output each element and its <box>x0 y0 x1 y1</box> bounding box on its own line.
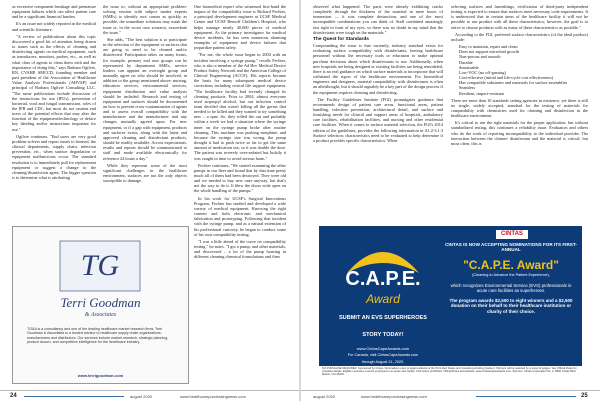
list-item: • Resilient, impact-resistant <box>459 91 588 96</box>
cintas-cape-award-ad[interactable] <box>319 226 582 382</box>
paragraph: She adds, "The best solution is to participate in the selection of the equipment or surfaces that are going to need to be cleaned and/or disinfected. Participation takes on many forms, for example, primary end user groups can be represented by department SMEs, service leaders can appoint an oversight group and mutually agree on who should be involved, in addition to the group mentioned above: nursing, education services, environmental services, equipment distribution and value analysis should be included. Research and testing of equipment and surfaces should be documented on how to prevent cross-contamination of agents and to assess overall compatibility with the manufacturer and the manufacturer and any changes mutually agreed upon. For new equipment, or if a gap with equipment, products and surfaces exists, along with the latest and approved cleaning and disinfectant products, should be readily available. Across expectations, results and reports should be communicated to staff and made available electronically for reference 24 hours a day." <box>103 36 187 161</box>
footer-url[interactable]: www.healthcarepurchasingnews.com <box>361 394 427 399</box>
tg-logo-icon <box>55 237 145 295</box>
footer-rule <box>24 396 124 398</box>
left-footer <box>0 390 299 401</box>
list-item: • Seamless <box>459 85 588 90</box>
footer-date: august 2020 <box>130 394 153 399</box>
ad-company-name: Terri Goodman <box>60 295 141 310</box>
page-number: 25 <box>581 393 588 399</box>
paragraph: as excessive component breakage and premature equipment failures which can affect patient care and be a significant financial burden. <box>12 4 96 20</box>
right-column-2 <box>451 4 588 222</box>
cape-award-title: "C.A.P.E. Award" <box>463 257 559 272</box>
svg-text:TG: TG <box>80 249 120 282</box>
list-item: • Non-porous and smooth <box>459 54 588 59</box>
award-text: The program awards $2,500 to eight winners and a $2,500 donation on their behalf to their healthcare institution or charity of their choice. <box>449 298 573 314</box>
section-heading: The Quest for Standards <box>313 36 369 42</box>
paragraph: the issue to; without an appropriate problem-solving session with subject matter experts (SMEs) to identify root causes as quickly as possible, the immediate solutions may mask the issue or, in the worst case scenario, exacerbate the issue." <box>103 4 187 35</box>
list-item: • Easy to maintain, repair and clean <box>459 44 588 49</box>
footer-date: august 2020 <box>313 394 336 399</box>
cape-ad-text-block <box>445 242 577 314</box>
list-item: • Low-VOC (no off-gassing) <box>459 70 588 75</box>
page-number: 24 <box>10 393 17 399</box>
deadline-note: through August 21, 2020. <box>361 360 405 364</box>
cintas-logo: CINTAS <box>496 230 528 239</box>
paragraph: One biomedical expert who witnessed first-hand the impact of the compatibility issue is Richard Fechter, a principal development engineer at UCSF Medical Center and UCSF Benioff Children's Hospital, who helps manage nearly 40,000 pieces of medical equipment. As the primary investigator for medical device incidents, he has seen numerous alarming examples of equipment and device failures that jeopardize patient safety. <box>194 4 286 51</box>
footer-url[interactable]: www.healthcarepurchasingnews.com <box>180 394 246 399</box>
paragraph: "I was a little ahead of the curve on compatibility testing," he notes. "I got a pump, and other materials, and discovered – a lot of the pump housing in different cleaning chemical formulations and then <box>194 238 286 260</box>
paragraph: It's critical to use the right materials for the proper application, but without standardized testing, this continues a reliability issue. Evaluators and others who do the work of reporting incompatibility to the individual provider. The interaction between the cleaner/ disinfectant and the material is critical, but most often, this is <box>451 120 588 146</box>
recognition-text: which recognizes Environmental Service (EVS) professionals in acute care facilities as superheroes. <box>450 282 572 293</box>
paragraph: "A review of publications about this topic discovered a good bit of attention being drawn to issues such as the effects of cleaning and disinfecting agents on medical equipment, such as transducers, monitors, probes, etc., as well as what class of agents to clean them with and the importance of doing this," says Barbara Ogilvie, RN, CVAHP, SMCCD, founding member and past president of the Association of Healthcare Value Analysis Professionals (AHVAP) and principal of Barbara Ogilvie Consulting LLC. "The same publications include discussion of the instructions for use (IFUs), prevention of bacterial, viral and fungal transmission, roles of the IFR and CDC, but most do not caution end users of the potential effects that may alter the function of the equipment/technology or deface key labeling and/or instructions important for use." <box>12 33 96 132</box>
paragraph: There are more than 10 standards setting agencies in existence, yet there is still no single, widely accepted, standard for the testing of materials for compatibility with chemistries used for cleaning and disinfection in the healthcare environment. <box>451 97 588 119</box>
paragraph: According to the FGI, preferred surface characteristics (of the ideal product) include: <box>451 31 588 42</box>
cape-acronym: (Cleaning to Advance the Patient Experience), <box>472 272 550 277</box>
paragraph: observed what happened. The parts were already exhibiting cracks completely through the thickness of the material in mere hours of immersion — it was complete destruction, and one of the most incompatible combinations you can think of. Staff combined amazingly fast right in front of my eyes, so there was no doubt in my mind that the disinfectants were tough on the materials." <box>313 4 443 35</box>
paragraph: While they represent some of the most significant challenges in the healthcare environment, surfaces are not the only objects susceptible to damage. <box>103 162 187 184</box>
right-column-1 <box>313 4 443 222</box>
right-footer <box>301 390 600 401</box>
footer-rule <box>476 396 576 398</box>
paragraph: Ogilvie continues, "End users are very good problem-solvers and report issues to biomed, the clinical departments, supply chain, infection prevention, etc., when surface degradation or equipment malfunctions occur. The standard resolution is to immediately pull for replacement equipment or suggest a change to the cleaning/disinfection agent. The bigger question is to determine what is attributing <box>12 133 96 180</box>
svg-text:Award: Award <box>366 292 400 306</box>
list-item: • Has compatible substrates and materials for surface assemblies <box>459 80 588 85</box>
cape-website[interactable]: www.CintasCapeAwards.com <box>356 346 410 351</box>
submit-story-heading: SUBMIT AN EVS SUPERHEROES <box>338 315 428 321</box>
left-column-3 <box>194 4 286 385</box>
list-item: • Cost-effective (initial and life-cycle cost effectiveness) <box>459 75 588 80</box>
ad-website[interactable]: www.terrigoodman.com <box>77 373 124 378</box>
paragraph: The Facility Guidelines Institute (FGI) promulgates guidance that recommends design of patient care areas, functional areas, patient handling, infection prevention, architectural detail, and surface and furnishing needs for clinical and support areas of hospitals, ambulatory care facilities, rehabilitation facilities, and nursing and other residential care facilities. When it comes to surface material selection, the FGI's 2014 edition of the guidelines, provides the following information in A1.2-3.1.3 Surface selection: characteristics need to be evaluated to help determine if a product provides specific characteristics. When <box>313 96 443 143</box>
canada-note: For Canada, visit CintasCapeAwards.com <box>347 353 419 357</box>
left-column-2 <box>103 4 187 222</box>
paragraph: Fechter continues, "We started examining the other pumps in our fleet and found that by that time pretty much all of them had been destroyed. They were old and we needed to buy new ones anyway, but that's not the way to do it. It blew the doors wide open on the whole handling of the pumps." <box>194 162 286 194</box>
paragraph: Compounding the issue is that currently, industry standard exists for evaluating surface compatibility with disinfectants, leaving healthcare personnel without the necessary tools or education to make optimal purchase decisions about which disinfectants to use. Additionally, when new hospitals are being designed or existing facilities are being remodeled, there is no real guidance on which surface materials to incorporate that will withstand the rigors of the healthcare environment. For biomedical engineers and designers, material compatibility with disinfectants is often an afterthought, but it should arguably be a key part of the design process if the equipment requires cleaning and disinfecting. <box>313 43 443 95</box>
terri-goodman-ad[interactable] <box>12 226 189 384</box>
paragraph: "For me, the whole issue began in 2004 with an incident involving a syringe pump," recalls Fechter, who is also a member of the Ad Hoc Medical Device Product Safety Network and the American College of Clinical Engineering (ACCE). His reports became the basis for many subsequent medical device corrections including critical life support equipment. "The healthcare facility had recently changed its cleaning products. Prior to 2004, almost everyone used isopropyl alcohol, but our infection control team decided that wasn't killing all the germs that needed to be killed and they wanted to try something new – a quat. So, they rolled the out and probably within a week we had a situation where the syringe inner on the syringe pump broke after routine cleaning. This machine was pushing morphine, and because the syringe size was wrong, the pump thought it had to push twice so far to get the same amount of medication out, so it was double the dose. The patient was severely over-sedated but luckily it was caught in time to avoid serious harm." <box>194 52 286 161</box>
story-today-heading: STORY TODAY! <box>362 332 404 338</box>
paragraph: In his work for UCSF's Surgical Innovations Program, Fechter has studied and developed a wide variety of medical equipment. Knowing the right content and both electronic and mechanical fabrication and prototyping. Following that incident with the syringe pump, and as a natural extension of his professional curiosity, he began to conduct some of his own compatibility testing. <box>194 195 286 237</box>
svg-text:C.A.P.E.: C.A.P.E. <box>345 268 421 290</box>
paragraph: selecting surfaces and furnishings, verification of third-party independent testing is expected to ensure that surfaces meet necessary code requirements. It is understood that in certain areas of the healthcare facility it will not be possible to use product with all these characteristics; however, the goal is to strive to choose products with as many of these characteristics as possible." <box>451 4 588 30</box>
invite-text: CINTAS IS NOW ACCEPTING NOMINATIONS FOR ITS FIRST-ANNUAL <box>445 242 577 253</box>
list-item: • Durable <box>459 60 588 65</box>
left-page <box>0 0 299 401</box>
ad-description: TG&A is a consultancy and one of the leading healthcare market research firms. Terri Goodman & Associates is a trusted advisor to healthcare supply chain organizations, manufacturers and distributors. Our services include market research, strategic planning, product launch, and competitive intelligence for the healthcare industry. <box>27 327 169 345</box>
characteristics-list <box>451 44 588 96</box>
list-item: • Sustainable <box>459 65 588 70</box>
right-page <box>301 0 600 401</box>
list-item: • Does not support microbial growth <box>459 49 588 54</box>
cape-award-logo-icon <box>327 233 439 313</box>
ad-company-sub: & Associates <box>84 312 117 318</box>
paragraph: It's an issue not widely reported in the medical and scientific literature. <box>12 21 96 32</box>
legal-fine-print: NO PURCHASE REQUIRED. Sponsored by Cintas. Nominations open to legal residents of the 50 United States and Canada (excluding Quebec). Winners will be selected by a panel of judges. See Official Rules for complete details. Eligible nominees must be employed in an acute care facility. Void where prohibited. Official Rules and website: www.CintasCapeAwards.com. Sponsor: Cintas Corporation No. 2, 6800 Cintas Blvd, Mason, OH 45040. <box>319 366 582 382</box>
